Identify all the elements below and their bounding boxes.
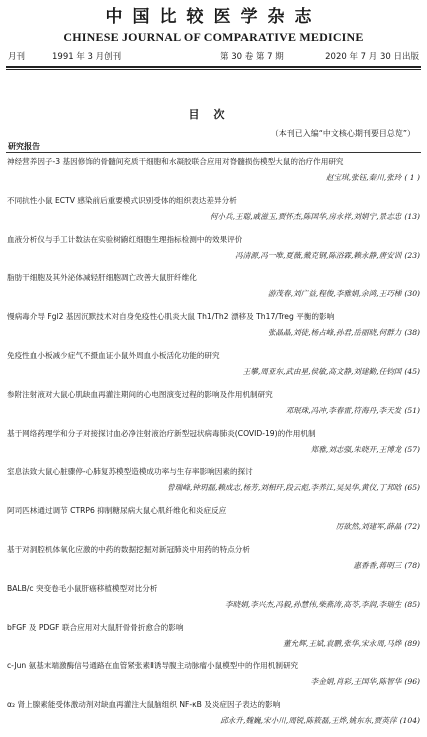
- toc-entry[interactable]: [7, 194, 420, 233]
- toc-entry[interactable]: [7, 504, 420, 543]
- article-authors: 赵宝琪,张钰,秦川,张玲: [325, 173, 402, 182]
- toc-entry[interactable]: [7, 582, 420, 621]
- page-number: (85): [404, 599, 420, 609]
- article-byline: [7, 366, 420, 377]
- page-number: (96): [404, 677, 420, 687]
- page-number: (78): [404, 560, 420, 570]
- article-title[interactable]: 基于网络药理学和分子对接探讨血必净注射液治疗新型冠状病毒肺炎(COVID-19)的作用机制: [7, 428, 316, 438]
- toc-entry[interactable]: [7, 233, 420, 272]
- article-authors: 何小兵,王聪,戚滋玉,贾怀杰,陈国华,房永祥,刘娟宁,景志忠: [209, 211, 402, 221]
- article-authors: 厉欲然,刘建军,薛晶: [335, 522, 402, 532]
- founding-date: 1991 年 3 月创刊: [52, 52, 122, 62]
- article-byline: [7, 327, 420, 338]
- publication-frequency: 月刊: [8, 52, 26, 62]
- article-byline: [7, 521, 420, 532]
- page-number: (65): [404, 483, 420, 493]
- article-title[interactable]: 免疫性血小板减少症气不摄血证小鼠外周血小板活化功能的研究: [7, 350, 220, 360]
- page-number: (104): [399, 716, 420, 726]
- journal-title-chinese: 中国比较医学杂志: [105, 7, 322, 27]
- toc-entry[interactable]: [7, 310, 420, 349]
- page-number: (51): [404, 405, 420, 415]
- page-number: (45): [404, 366, 420, 376]
- header-rule-thin: [6, 69, 421, 70]
- article-authors: 惠香香,蒋明三: [353, 560, 402, 570]
- article-title[interactable]: 参附注射液对大鼠心肌缺血再灌注期间的心电图演变过程的影响及作用机制研究: [7, 389, 273, 399]
- toc-entry-list: [7, 155, 420, 737]
- article-authors: 邱永升,魏巍,宋小川,周锐,陈筱磊,王烨,姚东东,贾英萍: [220, 716, 397, 726]
- page-number: ( 1 ): [404, 173, 420, 182]
- article-title[interactable]: 室息法致大鼠心脏骤停-心肺复苏模型造模成功率与生存率影响因素的探讨: [7, 467, 253, 477]
- journal-info-row: [8, 51, 419, 63]
- article-authors: 李金娟,肖彩,王国华,陈智华: [310, 677, 402, 687]
- article-title[interactable]: c-Jun 氨基末端激酶信号通路在血管紧张素Ⅱ诱导腹主动脉瘤小鼠模型中的作用机制研究: [7, 661, 299, 671]
- article-title[interactable]: BALB/c 突变卷毛小鼠肝癌移植模型对比分析: [7, 583, 158, 593]
- article-title[interactable]: 神经营养因子-3 基因修饰的骨髓间充质干细胞和水凝胶联合应用对脊髓损伤模型大鼠的治疗作用研究: [7, 157, 344, 166]
- toc-heading: 目次: [188, 108, 239, 121]
- toc-entry[interactable]: [7, 659, 420, 698]
- article-byline: [7, 405, 420, 416]
- toc-entry[interactable]: [7, 465, 420, 504]
- article-title[interactable]: 脂肪干细胞及其外泌体减轻肝细胞凋亡改善大鼠肝纤维化: [7, 273, 197, 283]
- article-authors: 曾瑞峰,钟玥磊,赖成志,杨芳,刘相玕,段云彪,李养江,吴吴华,黄仪,丁邦晗: [167, 483, 402, 493]
- article-byline: [7, 211, 420, 222]
- article-authors: 游茂春,刘广益,程俊,李雅娟,余鸿,王巧梯: [267, 289, 402, 299]
- article-byline: [7, 638, 420, 649]
- article-title[interactable]: bFGF 及 PDGF 联合应用对大鼠肝骨骨折愈合的影响: [7, 622, 184, 632]
- section-rule: [6, 152, 421, 153]
- article-title[interactable]: α₂ 肾上腺素能受体激动剂对缺血再灌注大鼠脑组织 NF-κB 及炎症因子表达的影响: [7, 700, 281, 710]
- toc-entry[interactable]: [7, 349, 420, 388]
- article-byline: [7, 172, 420, 183]
- article-title[interactable]: 血液分析仪与手工计数法在实验树鼩红细胞生理指标检测中的效果评价: [7, 234, 243, 244]
- journal-title-english: CHINESE JOURNAL OF COMPARATIVE MEDICINE: [63, 30, 364, 44]
- article-authors: 李晓娟,李兴杰,冯毅,孙慧伟,柴燕涛,高苓,李润,李瑞生: [225, 599, 402, 609]
- article-byline: [7, 599, 420, 610]
- article-byline: [7, 482, 420, 493]
- article-title[interactable]: 基于对洞腔机体氧化应激的中药的数据挖掘对新冠肺炎中用药的特点分析: [7, 544, 250, 554]
- article-byline: [7, 676, 420, 687]
- article-authors: 郑雅,刘志强,朱晓开,王博龙: [310, 444, 402, 454]
- page-number: (57): [404, 444, 420, 454]
- article-title[interactable]: 阿司匹林通过调节 CTRP6 抑制糖尿病大鼠心肌纤维化和炎症反应: [7, 506, 227, 516]
- article-byline: [7, 288, 420, 299]
- toc-entry[interactable]: [7, 155, 420, 194]
- article-authors: 王攀,周亚东,武由星,侯敏,高文静,刘建勤,任钧国: [242, 366, 402, 376]
- article-authors: 邓珉珠,冯冲,李春雷,符海丹,李天发: [285, 405, 402, 415]
- index-note: （本刊已入编“中文核心期刊要目总览”）: [270, 129, 415, 138]
- page-number: (23): [404, 250, 420, 260]
- article-authors: 冯清源,冯一唯,夏薇,戴克钢,陈浴霖,赖永静,唐安训: [235, 250, 402, 260]
- article-authors: 张晶晶,刘徒,杨占峰,孙君,岳丽晓,何群力: [267, 328, 402, 338]
- volume-issue: 第 30 卷 第 7 期: [220, 52, 284, 62]
- header-rule-thick: [6, 66, 421, 68]
- toc-entry[interactable]: [7, 698, 420, 737]
- page-number: (13): [404, 211, 420, 221]
- toc-entry[interactable]: [7, 621, 420, 660]
- article-title[interactable]: 不同抗性小鼠 ECTV 感染前后重要模式识别受体的组织表达差异分析: [7, 195, 237, 205]
- page-number: (89): [404, 638, 420, 648]
- article-authors: 董允辉,王斌,袁鹏,张华,宋永周,马烨: [283, 638, 402, 648]
- toc-entry[interactable]: [7, 427, 420, 466]
- toc-entry[interactable]: [7, 543, 420, 582]
- article-byline: [7, 560, 420, 571]
- toc-entry[interactable]: [7, 388, 420, 427]
- article-title[interactable]: 慢病毒介导 Fgl2 基因沉默技术对自身免疫性心肌炎大鼠 Th1/Th2 漂移及 Th17/Treg 平衡的影响: [7, 312, 335, 322]
- article-byline: [7, 715, 420, 726]
- publication-date: 2020 年 7 月 30 日出版: [325, 52, 419, 62]
- toc-entry[interactable]: [7, 271, 420, 310]
- page-number: (38): [404, 328, 420, 338]
- article-byline: [7, 444, 420, 455]
- article-byline: [7, 250, 420, 261]
- section-label: 研究报告: [8, 142, 40, 151]
- page-number: (30): [404, 289, 420, 299]
- page-number: (72): [404, 522, 420, 532]
